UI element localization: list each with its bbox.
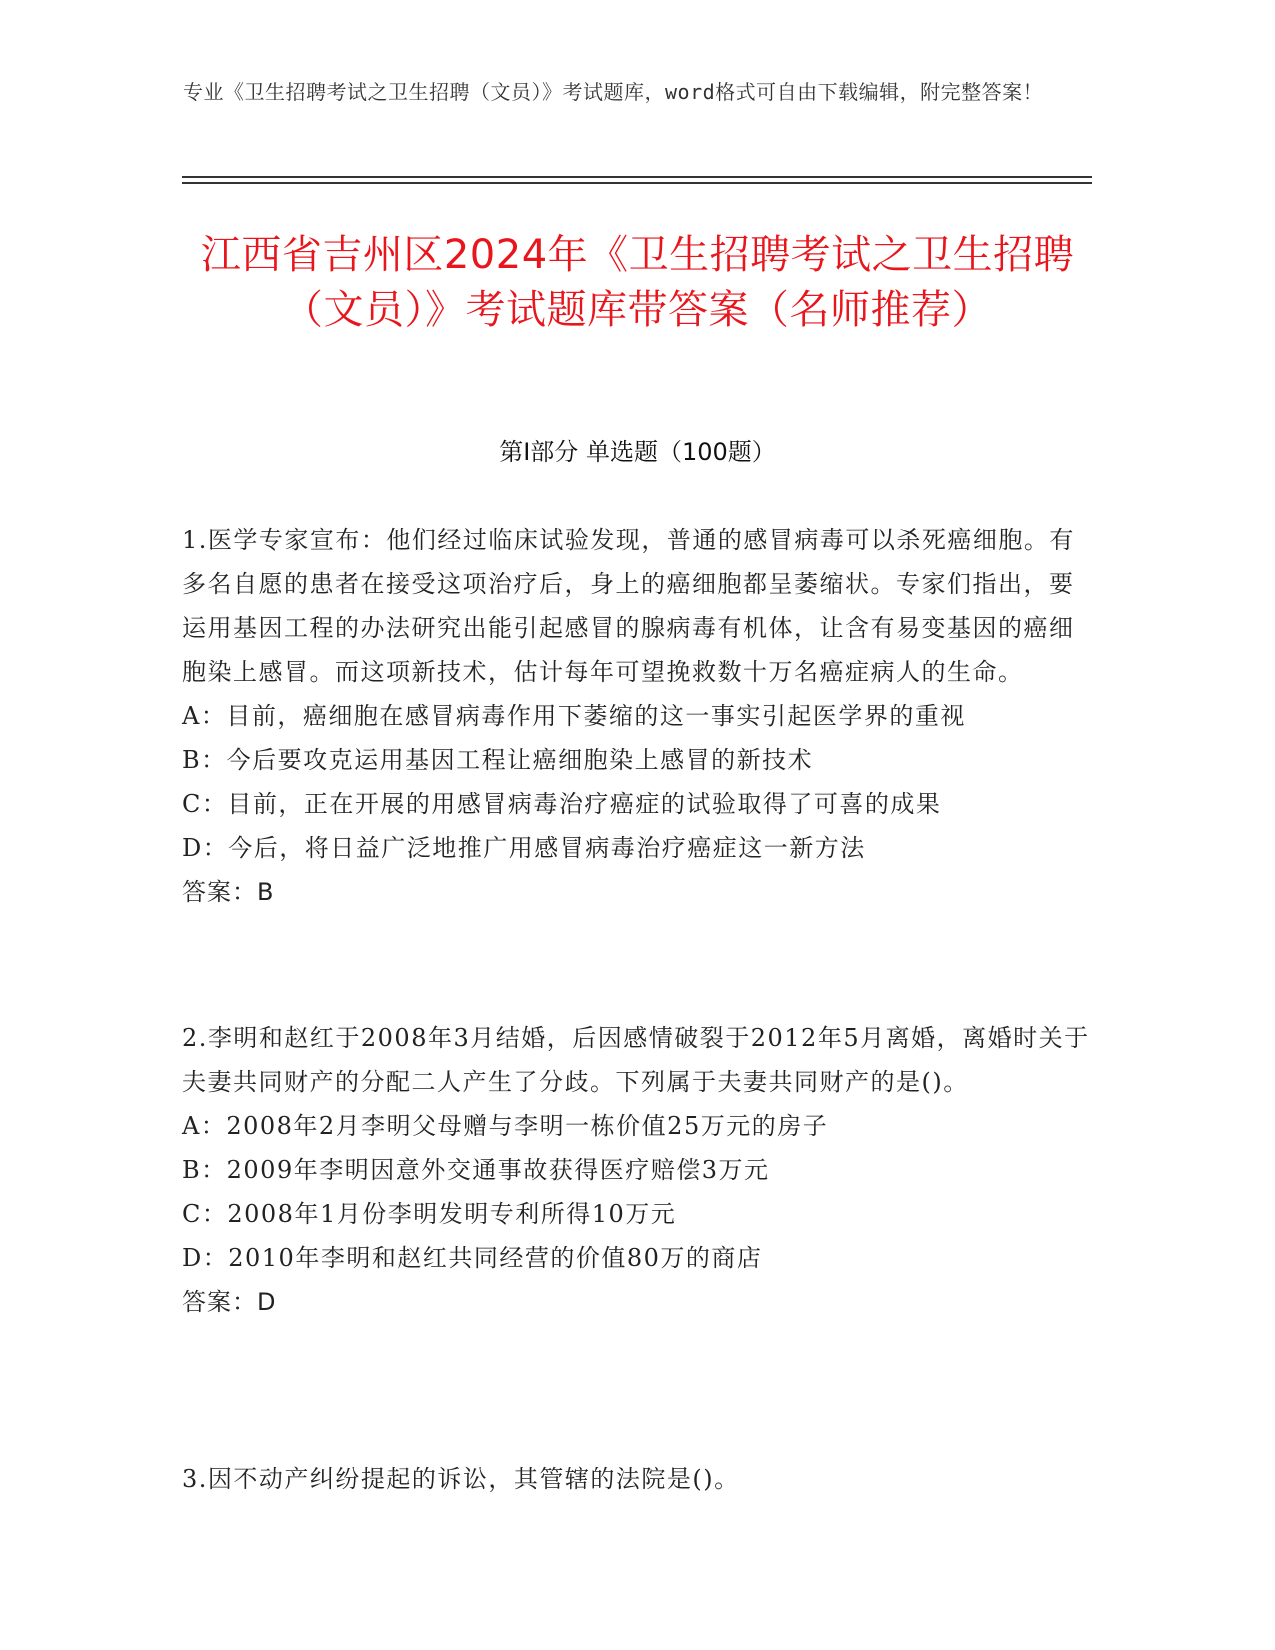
- option-a: A：目前，癌细胞在感冒病毒作用下萎缩的这一事实引起医学界的重视: [182, 702, 966, 730]
- answer: 答案：D: [182, 1288, 277, 1316]
- question-block: [182, 518, 1092, 914]
- page-title: 江西省吉州区2024年《卫生招聘考试之卫生招聘（文员）》考试题库带答案（名师推荐）: [200, 232, 1075, 333]
- option-d: D：2010年李明和赵红共同经营的价值80万的商店: [182, 1244, 763, 1272]
- question-block: [182, 1016, 1092, 1324]
- question-block: [182, 1457, 1092, 1501]
- header-divider-bottom: [182, 182, 1092, 184]
- option-b: B：今后要攻克运用基因工程让癌细胞染上感冒的新技术: [182, 746, 814, 774]
- option-a: A：2008年2月李明父母赠与李明一栋价值25万元的房子: [182, 1112, 829, 1140]
- option-c: C：2008年1月份李明发明专利所得10万元: [182, 1200, 677, 1228]
- question-stem: 3.因不动产纠纷提起的诉讼，其管辖的法院是()。: [182, 1465, 740, 1493]
- option-c: C：目前，正在开展的用感冒病毒治疗癌症的试验取得了可喜的成果: [182, 790, 942, 818]
- section-heading: 第I部分 单选题（100题）: [499, 438, 776, 466]
- option-b: B：2009年李明因意外交通事故获得医疗赔偿3万元: [182, 1156, 770, 1184]
- question-stem: 1.医学专家宣布：他们经过临床试验发现，普通的感冒病毒可以杀死癌细胞。有多名自愿的患者在接受这项治疗后，身上的癌细胞都呈萎缩状。专家们指出，要运用基因工程的办法研究出能引起感冒的腺病毒有机体，让含有易变基因的癌细胞染上感冒。而这项新技术，估计每年可望挽救数十万名癌症病人的生命。: [182, 526, 1075, 686]
- header-divider-top: [182, 176, 1092, 178]
- header-note: 专业《卫生招聘考试之卫生招聘（文员）》考试题库，word格式可自由下载编辑，附完整答案！: [183, 80, 1044, 104]
- answer: 答案：B: [182, 878, 275, 906]
- question-stem: 2.李明和赵红于2008年3月结婚，后因感情破裂于2012年5月离婚，离婚时关于夫妻共同财产的分配二人产生了分歧。下列属于夫妻共同财产的是()。: [182, 1024, 1090, 1096]
- option-d: D：今后，将日益广泛地推广用感冒病毒治疗癌症这一新方法: [182, 834, 866, 862]
